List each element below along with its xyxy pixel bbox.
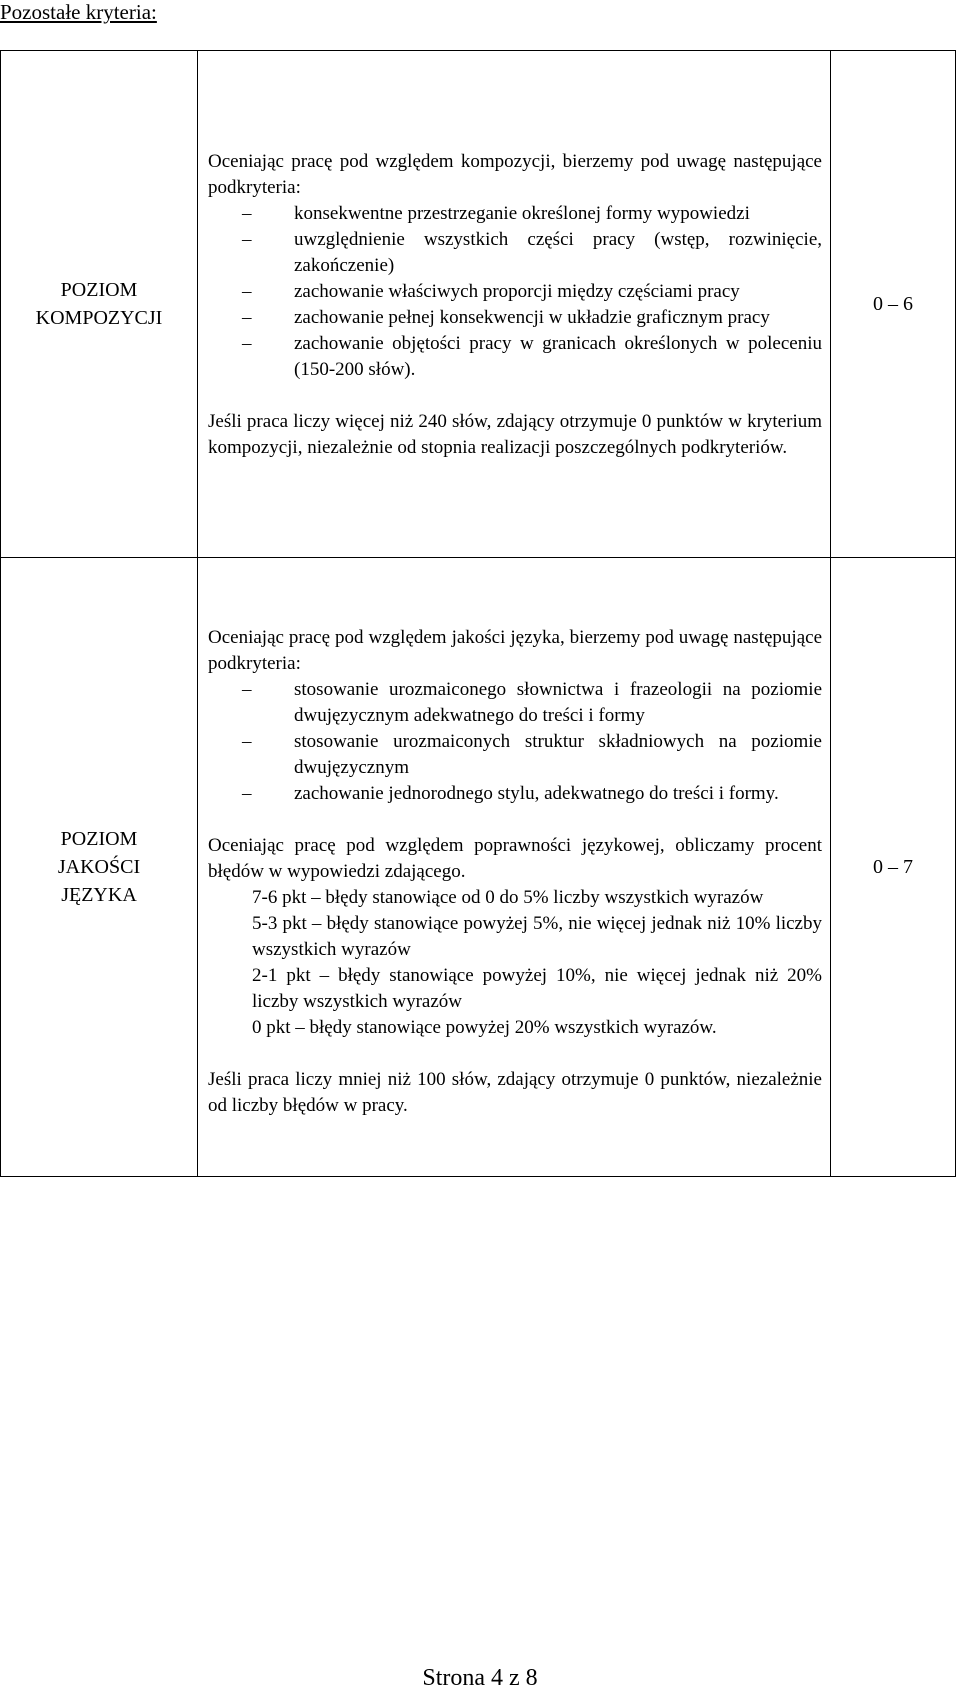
language-row bbox=[1, 558, 956, 1177]
dash-bullet: – bbox=[242, 783, 252, 804]
error-tier: 0 pkt – błędy stanowiące powyżej 20% wszystkich wyrazów. bbox=[252, 1017, 717, 1038]
composition-note: Jeśli praca liczy więcej niż 240 słów, zdający otrzymuje 0 punktów w kryterium kompozycji, niezależnie od stopnia realizacji poszczególnych podkryteriów. bbox=[208, 410, 822, 458]
error-tier: 7-6 pkt – błędy stanowiące od 0 do 5% liczby wszystkich wyrazów bbox=[252, 887, 764, 908]
list-item-text: zachowanie właściwych proporcji między częściami pracy bbox=[294, 280, 740, 302]
dash-bullet: – bbox=[242, 280, 252, 302]
language-level-cell bbox=[1, 558, 198, 1177]
error-tier-list bbox=[208, 885, 822, 1041]
list-item-text: konsekwentne przestrzeganie określonej formy wypowiedzi bbox=[294, 202, 750, 224]
language-description-cell bbox=[198, 558, 831, 1177]
correctness-intro: Oceniając pracę pod względem poprawności językowej, obliczamy procent błędów w wypowiedzi zdającego. bbox=[208, 835, 822, 882]
list-item bbox=[208, 201, 822, 227]
list-item-text: stosowanie urozmaiconego słownictwa i frazeologii na poziomie dwujęzycznym adekwatnego do treści i formy bbox=[294, 679, 822, 726]
list-item-text: stosowanie urozmaiconych struktur składniowych na poziomie dwujęzycznym bbox=[294, 731, 822, 778]
composition-row bbox=[1, 51, 956, 558]
section-heading: Pozostałe kryteria: bbox=[0, 0, 157, 24]
composition-description-cell bbox=[198, 51, 831, 558]
level-label-line: JĘZYKA bbox=[61, 884, 137, 906]
error-tier: 2-1 pkt – błędy stanowiące powyżej 10%, nie więcej jednak niż 20% liczby wszystkich wyrazów bbox=[252, 965, 822, 1012]
list-item bbox=[208, 279, 822, 305]
level-label-line: POZIOM bbox=[60, 828, 138, 850]
list-item-text: uwzględnienie wszystkich części pracy (wstęp, rozwinięcie, zakończenie) bbox=[294, 228, 822, 276]
list-item bbox=[208, 331, 822, 383]
level-label-line: JAKOŚCI bbox=[57, 856, 141, 878]
dash-bullet: – bbox=[242, 731, 252, 752]
composition-subcriteria-list bbox=[208, 201, 822, 383]
list-item bbox=[208, 677, 822, 729]
list-item bbox=[208, 305, 822, 331]
dash-bullet: – bbox=[242, 202, 252, 224]
language-subcriteria-list bbox=[208, 677, 822, 807]
language-note: Jeśli praca liczy mniej niż 100 słów, zdający otrzymuje 0 punktów, niezależnie od liczby błędów w pracy. bbox=[208, 1069, 822, 1116]
criteria-table bbox=[0, 50, 956, 1177]
dash-bullet: – bbox=[242, 679, 252, 700]
error-tier: 5-3 pkt – błędy stanowiące powyżej 5%, nie więcej jednak niż 10% liczby wszystkich wyrazów bbox=[252, 913, 822, 960]
language-points: 0 – 7 bbox=[831, 558, 956, 1177]
composition-intro: Oceniając pracę pod względem kompozycji, bierzemy pod uwagę następujące podkryteria: bbox=[208, 150, 822, 198]
dash-bullet: – bbox=[242, 332, 252, 354]
list-item-text: zachowanie jednorodnego stylu, adekwatnego do treści i formy. bbox=[294, 783, 779, 804]
level-label-line: POZIOM bbox=[60, 279, 138, 301]
composition-points: 0 – 6 bbox=[831, 51, 956, 558]
language-intro: Oceniając pracę pod względem jakości języka, bierzemy pod uwagę następujące podkryteria: bbox=[208, 627, 822, 674]
composition-level-cell bbox=[1, 51, 198, 558]
dash-bullet: – bbox=[242, 306, 252, 328]
page-number: Strona 4 z 8 bbox=[422, 1665, 538, 1691]
level-label-line: KOMPOZYCJI bbox=[35, 307, 163, 329]
list-item-text: zachowanie pełnej konsekwencji w układzie graficznym pracy bbox=[294, 306, 770, 328]
list-item bbox=[208, 227, 822, 279]
dash-bullet: – bbox=[242, 228, 252, 250]
list-item bbox=[208, 729, 822, 781]
list-item-text: zachowanie objętości pracy w granicach określonych w poleceniu (150-200 słów). bbox=[294, 332, 822, 380]
list-item bbox=[208, 781, 822, 807]
